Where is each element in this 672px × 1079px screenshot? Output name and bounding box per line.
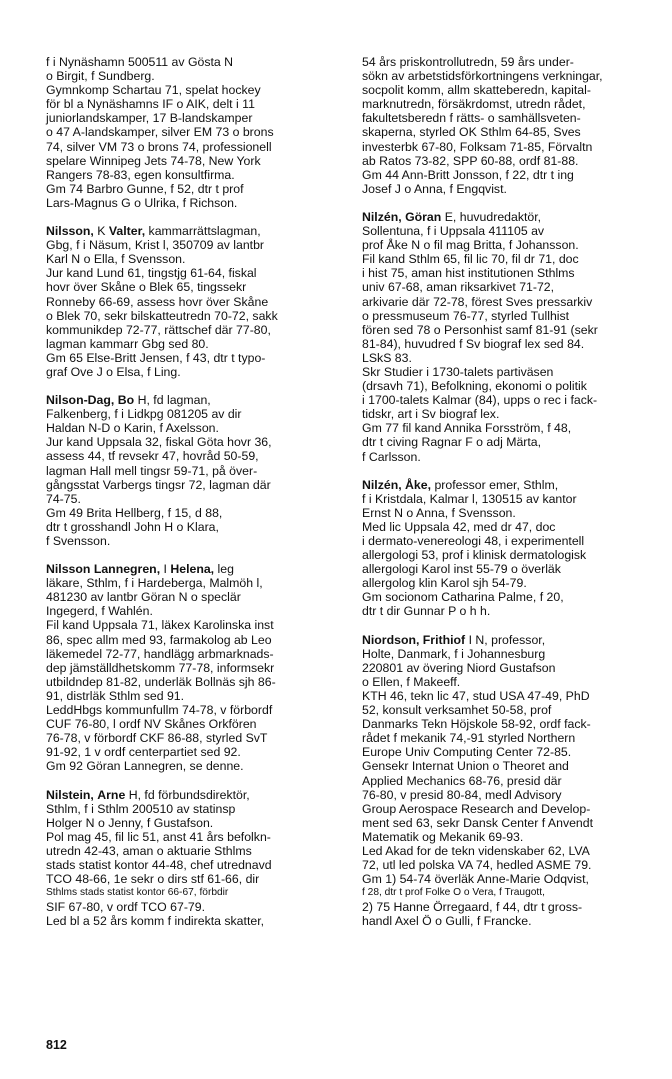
entry-line: fören sed 78 o Personhist samf 81-91 (sekr (362, 322, 598, 337)
entry-line: f i Nynäshamn 500511 av Gösta N (46, 55, 234, 69)
entry-line: lagman kammarr Gbg sed 80. (46, 336, 209, 351)
entry-line: läkare, Sthlm, f i Hardeberga, Malmöh l, (46, 576, 263, 591)
entry-line: o Birgit, f Sundberg. (46, 69, 155, 84)
entry-given-name: Arne (97, 787, 126, 802)
entry-line: läkemedel 72-77, handlägg arbmarknads- (46, 646, 274, 661)
entry-line: gångsstat Varbergs tingsr 72, lagman där (46, 477, 271, 492)
entry-line: Gm 92 Göran Lannegren, se denne. (46, 759, 244, 774)
entry-line: investerbk 67-80, Folksam 71-85, Förvaltn (362, 139, 593, 154)
entry-line: Sollentuna, f i Uppsala 411105 av (362, 224, 545, 239)
entry-line: graf Ove J o Elsa, f Ling. (46, 364, 181, 379)
entry-line: fakultetsberedn f rätts- o samhällsveten- (362, 111, 581, 126)
entry-line: 74-75. (46, 491, 81, 506)
entry-line: 74, silver VM 73 o brons 74, professionell (46, 139, 272, 154)
entry-line-small: Sthlms stads statist kontor 66-67, förbdir (46, 887, 229, 899)
page-number: 812 (46, 1038, 67, 1052)
entry-line: juniorlandskamper, 17 B-landskamper (46, 111, 253, 126)
entry-line: utredn 42-43, aman o aktuarie Sthlms (46, 843, 252, 858)
entry-heading-text: H, fd lagman, (134, 393, 211, 408)
entry-line: Danmarks Tekn Höjskole 58-92, ordf fack- (362, 717, 591, 732)
entry-line: i dermato-venereologi 48, i experimentell (362, 534, 585, 548)
entry-line: (drsavh 71), Befolkning, ekonomi o politik (362, 379, 587, 394)
entry (46, 224, 346, 379)
entry-line: CUF 76-80, l ordf NV Skånes Orkfören (46, 717, 257, 732)
entry-line: o Ellen, f Makeeff. (362, 674, 461, 689)
entry-heading-text: I N, professor, (465, 632, 546, 647)
entry-line: o pressmuseum 76-77, styrled Tullhist (362, 308, 570, 323)
entry-line: Rangers 78-83, egen konsultfirma. (46, 167, 235, 182)
entry-line: stads statist kontor 44-48, chef utrednavd (46, 857, 272, 872)
entry (46, 788, 346, 929)
entry-line: dtr t dir Gunnar P o h h. (362, 604, 491, 619)
entry-line: dtr t grosshandl John H o Klara, (46, 519, 219, 534)
entry-line: i 1700-talets Kalmar (84), upps o rec i fack- (362, 393, 598, 408)
entry-line: Sthlm, f i Sthlm 200510 av statinsp (46, 801, 236, 816)
entry-line: hovr över Skåne o Blek 65, tingssekr (46, 280, 247, 295)
entry-line-small: f 28, dtr t prof Folke O o Vera, f Traugott, (362, 887, 545, 899)
entry-line: Gm 44 Ann-Britt Jonsson, f 22, dtr t ing (362, 167, 574, 182)
entry-line: Jur kand Uppsala 32, fiskal Göta hovr 36, (46, 435, 272, 450)
entry-line: Josef J o Anna, f Engqvist. (362, 181, 507, 196)
entry-line: Ernst N o Anna, f Svensson. (362, 505, 516, 520)
entry-line: sökn av arbetstidsförkortningens verkningar, (362, 69, 603, 84)
entry-heading-text: professor emer, Sthlm, (431, 477, 559, 492)
entry-line: f i Kristdala, Kalmar l, 130515 av kantor (362, 491, 577, 506)
entry-surname: Nilstein, (46, 787, 94, 802)
entry (362, 633, 658, 929)
entry-line: Karl N o Ella, f Svensson. (46, 252, 186, 267)
entry-line: ment sed 63, sekr Dansk Center f Anvendt (362, 815, 594, 830)
entry-line: spelare Winnipeg Jets 74-78, New York (46, 153, 261, 168)
entry-line: marknutredn, försäkrdomst, utredn rådet, (362, 97, 586, 112)
entry-line: 91, distrläk Sthlm sed 91. (46, 688, 185, 703)
entry-heading-text: E, huvudredaktör, (441, 209, 542, 224)
entry-heading (46, 224, 346, 238)
entry-line: arkivarie där 72-78, förest Sves pressarkiv (362, 294, 593, 309)
entry-heading (362, 633, 658, 647)
entry-line: allergologi Karol inst 55-79 o överläk (362, 562, 561, 577)
entry-line: univ 67-68, aman riksarkivet 71-72, (362, 280, 555, 295)
entry-given-name: Helena, (170, 562, 215, 577)
entry-line: 91-92, 1 v ordf centerpartiet sed 92. (46, 745, 241, 760)
entry-line: LSkS 83. (362, 350, 412, 365)
entry-line: Gm 1) 54-74 överläk Anne-Marie Odqvist, (362, 872, 589, 887)
entry-line: Gensekr Internat Union o Theoret and (362, 759, 569, 774)
entry-surname: Nilzén, Åke, (362, 477, 432, 492)
entry-line: kommunikdep 72-77, rättschef där 77-80, (46, 322, 271, 337)
entry-line: f Svensson. (46, 534, 111, 548)
entry-line: Gm socionom Catharina Palme, f 20, (362, 590, 564, 605)
entry-line: 81-84), huvudred f Sv biograf lex sed 84. (362, 336, 585, 351)
entry-line: Gbg, f i Näsum, Krist l, 350709 av lantbr (46, 238, 265, 253)
entry-line: Led bl a 52 års komm f indirekta skatter, (46, 914, 265, 929)
right-column (362, 55, 658, 943)
entry (46, 55, 346, 210)
entry-surname: Nilson-Dag, (46, 393, 115, 408)
entry-line: 220801 av övering Niord Gustafson (362, 660, 556, 675)
entry-line: Led Akad for de tekn videnskaber 62, LVA (362, 843, 590, 858)
entry-heading-text: kammarrättslagman, (145, 224, 261, 239)
entry-line: Gm 77 fil kand Annika Forsström, f 48, (362, 421, 572, 436)
entry (46, 562, 346, 773)
entry-given-name: Bo (117, 393, 135, 408)
entry-line: 72, utl led polska VA 74, hedled ASME 79. (362, 858, 592, 873)
entry-line: o Blek 70, sekr bilskatteutredn 70-72, sakk (46, 308, 278, 323)
entry-surname: Niordson, Frithiof (362, 632, 466, 647)
entry-line: 86, spec allm med 93, farmakolog ab Leo (46, 632, 272, 647)
entry-line: KTH 46, tekn lic 47, stud USA 47-49, PhD (362, 688, 590, 703)
entry-line: ab Ratos 73-82, SPP 60-88, ordf 81-88. (362, 153, 579, 168)
entry-line: 76-78, v förbordf CKF 86-88, styrled SvT (46, 731, 268, 746)
entry-line: 76-80, v presid 80-84, medl Advisory (362, 787, 562, 802)
entry-line: Group Aerospace Research and Develop- (362, 801, 591, 816)
entry-line: Fil kand Sthlm 65, fil lic 70, fil dr 71, doc (362, 252, 579, 267)
entry-line: SIF 67-80, v ordf TCO 67-79. (46, 900, 206, 915)
entry-heading (46, 562, 346, 576)
entry-line: i hist 75, aman hist institutionen Sthlms (362, 266, 575, 281)
entry-line: Med lic Uppsala 42, med dr 47, doc (362, 519, 556, 534)
entry-line: Ingegerd, f Wahlén. (46, 604, 153, 619)
entry (362, 210, 658, 464)
entry-line: 52, konsult verksamhet 50-58, prof (362, 703, 552, 718)
entry-line: f Carlsson. (362, 449, 421, 464)
entry-heading-text: leg (214, 562, 234, 577)
entry-line: o 47 A-landskamper, silver EM 73 o brons (46, 125, 274, 140)
entry-heading (362, 478, 658, 492)
entry-line: för bl a Nynäshamns IF o AIK, delt i 11 (46, 97, 255, 112)
entry-line: Gm 65 Else-Britt Jensen, f 43, dtr t typo- (46, 350, 266, 365)
entry-line: dtr t civing Ragnar F o adj Märta, (362, 435, 542, 450)
entry-heading (46, 393, 346, 407)
entry-line: Skr Studier i 1730-talets partiväsen (362, 364, 554, 379)
entry-heading (362, 210, 658, 224)
entry (362, 55, 658, 196)
entry-line: Gymnkomp Schartau 71, spelat hockey (46, 83, 261, 98)
entry-surname: Nilzén, (362, 209, 402, 224)
entry-line: Lars-Magnus G o Ulrika, f Richson. (46, 195, 238, 210)
entry-line: lagman Hall mell tingsr 59-71, på över- (46, 463, 258, 478)
entry-line: Haldan N-D o Karin, f Axelsson. (46, 421, 219, 436)
entry-line: assess 44, tf revsekr 47, hovråd 50-59, (46, 449, 259, 464)
entry-line: prof Åke N o fil mag Britta, f Johansson. (362, 238, 579, 253)
entry-surname: Nilsson Lannegren, (46, 562, 161, 577)
entry-line: TCO 48-66, 1e sekr o dirs stf 61-66, dir (46, 872, 260, 887)
entry-line: utbildndep 81-82, underläk Bollnäs sjh 86- (46, 674, 276, 689)
entry-line: tidskr, art i Sv biograf lex. (362, 407, 500, 422)
entry-line: Gm 49 Brita Hellberg, f 15, d 88, (46, 505, 223, 520)
entry-line: LeddHbgs kommunfullm 74-78, v förbordf (46, 703, 273, 718)
entry-given-name: Valter, (108, 224, 146, 239)
entry-line: Gm 74 Barbro Gunne, f 52, dtr t prof (46, 181, 244, 196)
entry-line: Falkenberg, f i Lidkpg 081205 av dir (46, 407, 242, 422)
entry-line: socpolit komm, allm skatteberedn, kapital- (362, 83, 591, 98)
entry-line: Europe Univ Computing Center 72-85. (362, 745, 572, 760)
entry-heading-text: K (93, 224, 109, 239)
entry-line: handl Axel Ö o Gulli, f Francke. (362, 914, 532, 929)
entry-line: rådet f mekanik 74,-91 styrled Northern (362, 731, 576, 746)
entry-heading (46, 788, 346, 802)
entry-line: Holger N o Jenny, f Gustafson. (46, 815, 214, 830)
entry-line: 2) 75 Hanne Örregaard, f 44, dtr t gross- (362, 900, 583, 915)
entry-line: allergolog klin Karol sjh 54-79. (362, 576, 527, 591)
entry-surname: Nilsson, (46, 224, 94, 239)
entry-line: Pol mag 45, fil lic 51, anst 41 års befolkn- (46, 829, 271, 844)
entry-heading-text: H, fd förbundsdirektör, (125, 787, 250, 802)
entry (46, 393, 346, 548)
entry-line: Ronneby 66-69, assess hovr över Skåne (46, 294, 269, 309)
entry-line: dep jämställdhetskomm 77-78, informsekr (46, 660, 275, 675)
entry-line: 481230 av lantbr Göran N o speclär (46, 590, 241, 605)
entry-line: Applied Mechanics 68-76, presid där (362, 773, 562, 788)
entry-line: Matematik og Mekanik 69-93. (362, 829, 524, 844)
entry-heading-text: I (160, 562, 171, 577)
entry-line: Holte, Danmark, f i Johannesburg (362, 646, 546, 661)
entry (362, 478, 658, 619)
entry-line: skaperna, styrled OK Sthlm 64-85, Sves (362, 125, 581, 140)
entry-line: allergologi 53, prof i klinisk dermatologisk (362, 548, 587, 563)
entry-line: Jur kand Lund 61, tingstjg 61-64, fiskal (46, 266, 257, 281)
entry-given-name: Göran (405, 209, 442, 224)
left-column (46, 55, 346, 942)
entry-line: 54 års priskontrollutredn, 59 års under- (362, 55, 574, 69)
entry-line: Fil kand Uppsala 71, läkex Karolinska inst (46, 618, 274, 633)
